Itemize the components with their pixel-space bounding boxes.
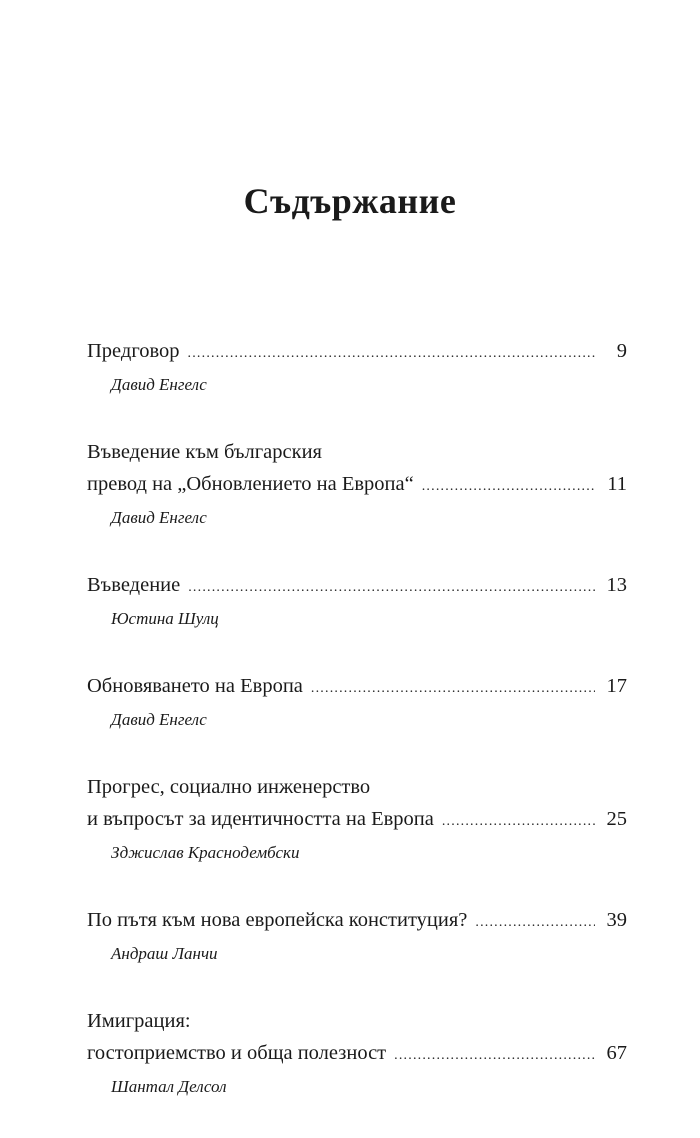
toc-entry-author: Андраш Ланчи <box>111 944 218 963</box>
toc-entry-line <box>87 803 627 838</box>
toc-entry-line <box>87 1037 627 1072</box>
toc-entry-line <box>87 670 627 705</box>
toc-entry-title-first-line: Прогрес, социално инженерство <box>87 776 371 798</box>
toc-entry-line <box>87 335 627 370</box>
toc-page-number: 11 <box>607 473 627 495</box>
dot-leader <box>188 338 595 370</box>
toc-entry-author: Зджислав Краснодембски <box>111 843 300 862</box>
toc-entry-line <box>87 904 627 939</box>
dot-leader <box>311 673 595 705</box>
toc-entry-author: Юстина Шулц <box>111 609 219 628</box>
toc-page-number: 25 <box>606 808 627 830</box>
toc-page-number: 17 <box>606 675 627 697</box>
toc-entry-title: превод на „Обновлението на Европа“ <box>87 473 414 495</box>
toc-entry <box>87 904 627 967</box>
toc-entry-author: Шантал Делсол <box>111 1077 227 1096</box>
toc-entry <box>87 670 627 733</box>
toc-entry <box>87 335 627 398</box>
toc-entry-line <box>87 569 627 604</box>
dot-leader <box>475 907 595 939</box>
toc-entry-title: и въпросът за идентичността на Европа <box>87 808 434 830</box>
toc-page-number: 39 <box>606 909 627 931</box>
toc-entry-title: Въведение <box>87 574 181 596</box>
toc-entry <box>87 1005 627 1100</box>
toc-entry <box>87 436 627 531</box>
toc-entry-author: Давид Енгелс <box>111 508 207 527</box>
page-title: Съдържание <box>243 181 457 221</box>
toc-page-number: 9 <box>616 340 627 362</box>
dot-leader <box>394 1040 595 1072</box>
toc-entry-title: Обновяването на Европа <box>87 675 303 697</box>
toc-entry-title-first-line: Имиграция: <box>87 1010 191 1032</box>
toc-entry <box>87 569 627 632</box>
toc-page-number: 13 <box>606 574 627 596</box>
dot-leader <box>188 572 595 604</box>
table-of-contents <box>87 335 627 1138</box>
toc-entry-line <box>87 468 627 503</box>
toc-entry <box>87 771 627 866</box>
toc-entry-title: Предговор <box>87 340 180 362</box>
dot-leader <box>422 471 595 503</box>
toc-entry-title-first-line: Въведение към българския <box>87 441 322 463</box>
toc-entry-author: Давид Енгелс <box>111 710 207 729</box>
toc-entry-title: По пътя към нова европейска конституция? <box>87 909 468 931</box>
toc-entry-title: гостоприемство и обща полезност <box>87 1042 387 1064</box>
toc-entry-author: Давид Енгелс <box>111 375 207 394</box>
dot-leader <box>442 806 595 838</box>
toc-page-number: 67 <box>606 1042 627 1064</box>
